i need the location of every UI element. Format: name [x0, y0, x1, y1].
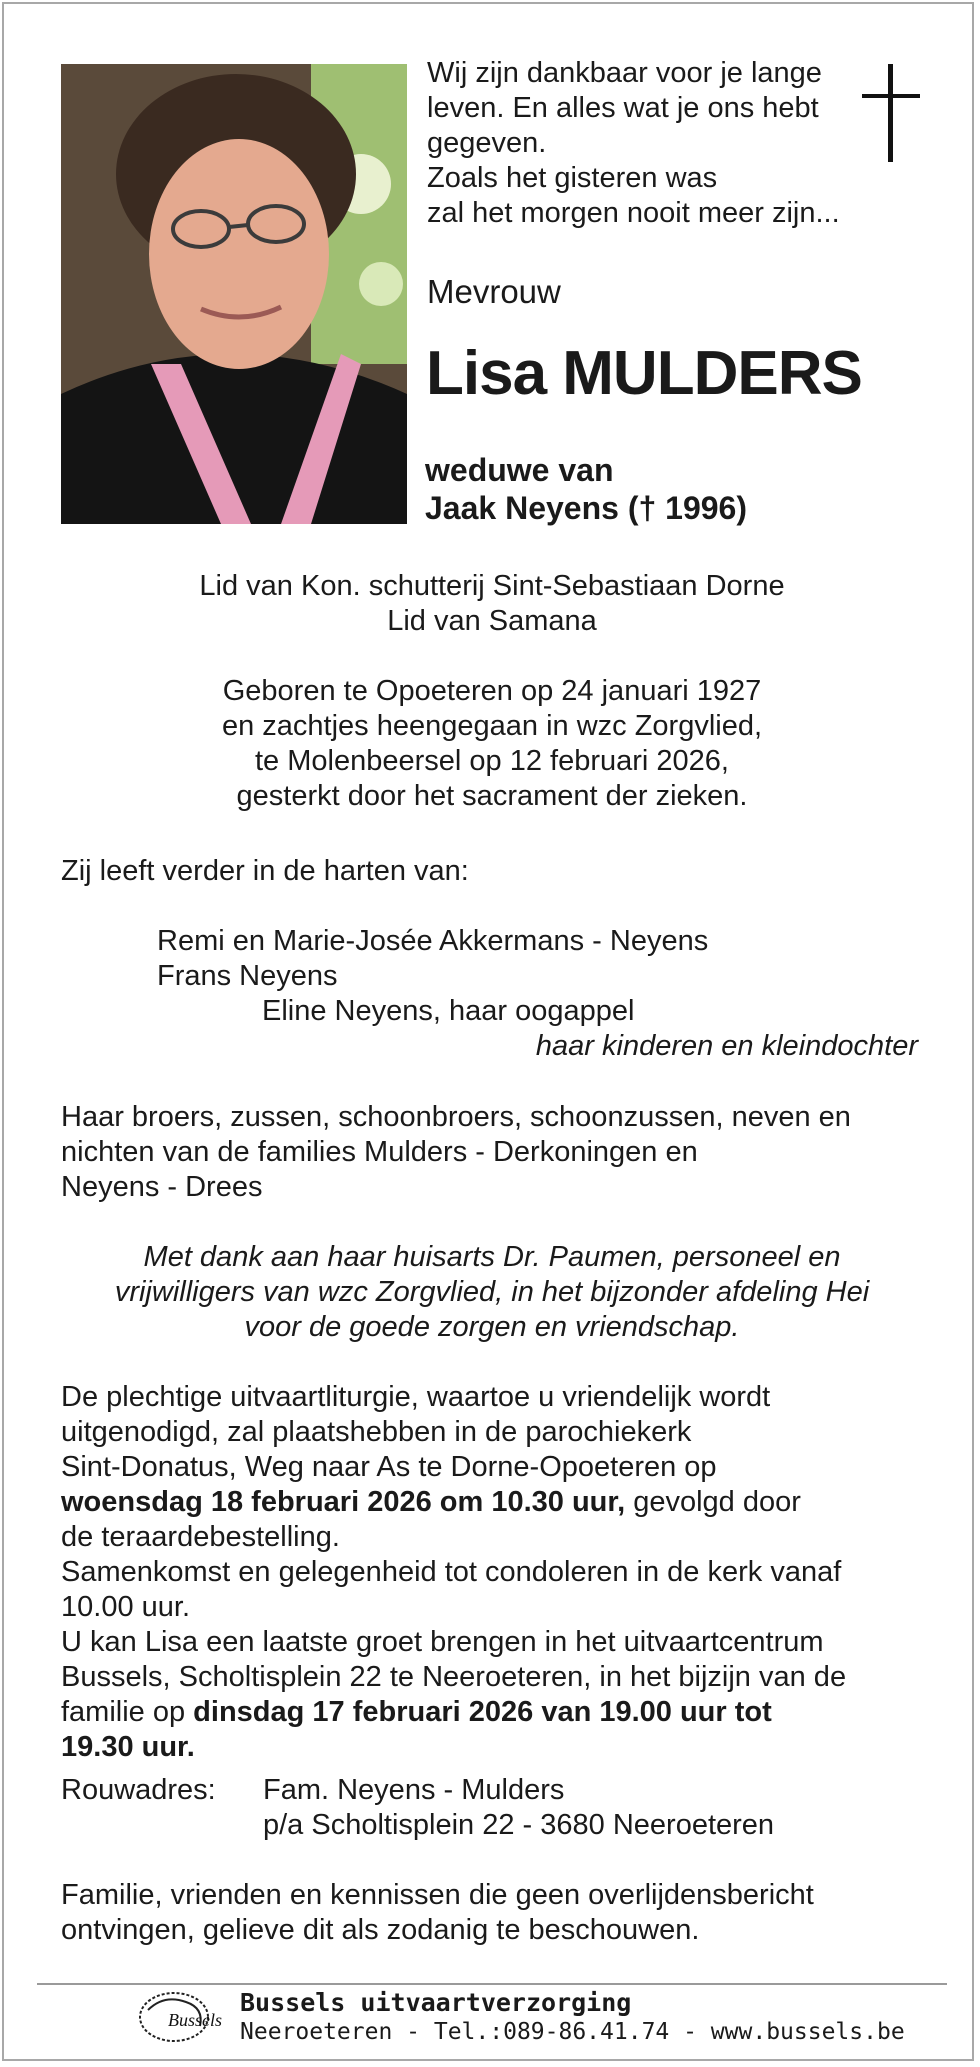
- closing-line: ontvingen, gelieve dit als zodanig te beschouwen.: [61, 1914, 700, 1946]
- service-line: [61, 1730, 931, 1765]
- memberships: [4, 569, 980, 639]
- relatives-line: Neyens - Drees: [61, 1171, 263, 1203]
- quote-line: Zoals het gisteren was: [427, 162, 718, 194]
- relatives-block: [61, 1100, 931, 1205]
- service-text: gevolgd door: [625, 1486, 801, 1518]
- thanks-line: voor de goede zorgen en vriendschap.: [244, 1311, 740, 1343]
- rouwadres-label: Rouwadres:: [61, 1774, 216, 1806]
- service-line: De plechtige uitvaartliturgie, waartoe u vriendelijk wordt: [61, 1381, 771, 1413]
- service-line: [61, 1695, 931, 1730]
- service-line: 10.00 uur.: [61, 1591, 190, 1623]
- service-line: U kan Lisa een laatste groet brengen in het uitvaartcentrum: [61, 1626, 824, 1658]
- portrait-photo: [61, 64, 407, 524]
- service-text: familie op: [61, 1696, 194, 1728]
- bussels-logo-icon: [134, 1988, 232, 2046]
- funeral-date: woensdag 18 februari 2026 om 10.30 uur,: [61, 1486, 626, 1518]
- service-line: Samenkomst en gelegenheid tot condoleren in de kerk vanaf: [61, 1556, 842, 1588]
- birth-death-info: [4, 674, 980, 814]
- grandchild-line: Eline Neyens, haar oogappel: [262, 995, 635, 1027]
- widow-label: weduwe van: [425, 452, 614, 488]
- birth-line: te Molenbeersel op 12 februari 2026,: [255, 745, 729, 777]
- service-line: de teraardebestelling.: [61, 1521, 340, 1553]
- visitation-time: 19.30 uur.: [61, 1731, 195, 1763]
- quote-line: leven. En alles wat je ons hebt: [427, 92, 819, 124]
- thanks-block: [4, 1240, 980, 1345]
- widow-of: [425, 451, 747, 527]
- service-line: Sint-Donatus, Weg naar As te Dorne-Opoeteren op: [61, 1451, 717, 1483]
- rouwadres-line: p/a Scholtisplein 22 - 3680 Neeroeteren: [263, 1809, 775, 1841]
- quote-line: zal het morgen nooit meer zijn...: [427, 197, 840, 229]
- membership-line: Lid van Kon. schutterij Sint-Sebastiaan Dorne: [199, 570, 785, 602]
- service-line: uitgenodigd, zal plaatshebben in de parochiekerk: [61, 1416, 692, 1448]
- spouse-name: Jaak Neyens († 1996): [425, 490, 747, 526]
- salutation: Mevrouw: [427, 273, 561, 310]
- portrait-icon: [61, 64, 407, 524]
- service-details: [61, 1380, 931, 1765]
- birth-line: Geboren te Opoeteren op 24 januari 1927: [222, 675, 762, 707]
- obituary-card: [2, 2, 974, 2061]
- quote-line: gegeven.: [427, 127, 547, 159]
- poem-quote: [427, 56, 887, 231]
- relatives-line: Haar broers, zussen, schoonbroers, schoonzussen, neven en: [61, 1101, 851, 1133]
- relatives-line: nichten van de families Mulders - Derkoningen en: [61, 1136, 698, 1168]
- children-line-2: Frans Neyens: [157, 960, 338, 992]
- children-line-1: Remi en Marie-Josée Akkermans - Neyens: [157, 925, 709, 957]
- rouwadres-line: Fam. Neyens - Mulders: [263, 1774, 565, 1806]
- service-line: Bussels, Scholtisplein 22 te Neeroeteren, in het bijzijn van de: [61, 1661, 847, 1693]
- funeral-home-name: Bussels uitvaartverzorging: [240, 1988, 632, 2017]
- quote-line: Wij zijn dankbaar voor je lange: [427, 57, 822, 89]
- thanks-line: Met dank aan haar huisarts Dr. Paumen, personeel en: [143, 1241, 841, 1273]
- deceased-name: Lisa MULDERS: [426, 339, 862, 408]
- funeral-home-contact: Neeroeteren - Tel.:089-86.41.74 - www.bussels.be: [240, 2019, 905, 2045]
- visitation-date: dinsdag 17 februari 2026 van 19.00 uur tot: [193, 1696, 772, 1728]
- membership-line: Lid van Samana: [387, 605, 597, 637]
- logo-text: Bussels: [168, 2010, 222, 2030]
- rouwadres-value: [263, 1773, 774, 1843]
- closing-line: Familie, vrienden en kennissen die geen overlijdensbericht: [61, 1879, 814, 1911]
- lives-on-heading: Zij leeft verder in de harten van:: [61, 855, 469, 887]
- thanks-line: vrijwilligers van wzc Zorgvlied, in het bijzonder afdeling Hei: [114, 1276, 870, 1308]
- birth-line: gesterkt door het sacrament der zieken.: [236, 780, 748, 812]
- cross-icon: [860, 64, 924, 164]
- birth-line: en zachtjes heengegaan in wzc Zorgvlied,: [221, 710, 763, 742]
- footer-divider: [37, 1983, 947, 1985]
- family-relation: haar kinderen en kleindochter: [535, 1030, 918, 1062]
- service-line: [61, 1485, 931, 1520]
- closing-note: [61, 1878, 931, 1948]
